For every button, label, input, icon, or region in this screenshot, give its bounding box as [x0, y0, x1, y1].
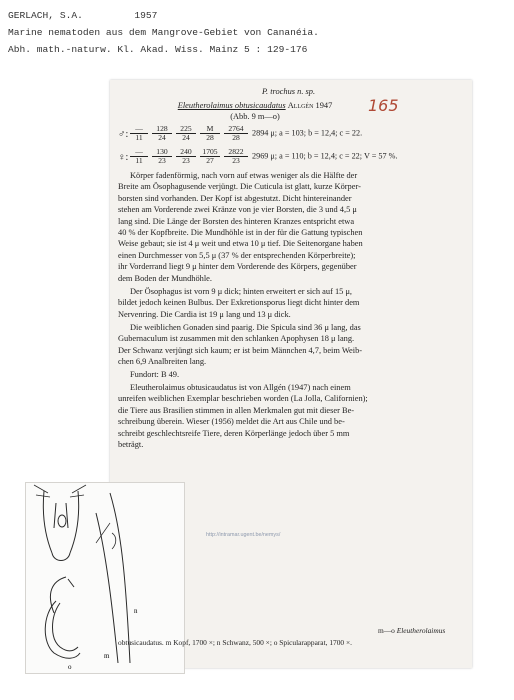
para1-line: lang sind. Die Länge der Borsten des hinteren Kranzes entspricht etwa: [118, 216, 355, 226]
para1-line: ihr Vorderrand liegt 9 μ hinter dem Vorderende des Körpers, gegenüber: [118, 262, 357, 272]
caption-genus: Eleutherolaimus: [396, 626, 446, 635]
para1-line: borsten sind vorhanden. Der Kopf ist abgestutzt. Dicht hintereinander: [118, 193, 352, 203]
caption-line-1: [378, 625, 445, 636]
figure-label-o: o: [68, 663, 72, 671]
para3-line: Der Schwanz verjüngt sich kaum; er ist beim Männchen 4,7, beim Weib-: [118, 345, 363, 355]
caption-line-2: obtusicaudatus. m Kopf, 1700 ×; n Schwanz, 500 ×; o Spicularapparat, 1700 ×.: [118, 638, 352, 647]
female-symbol: ♀:: [118, 152, 129, 163]
fundort: Fundort: B 49.: [130, 370, 180, 379]
para1-line: Körper fadenförmig, nach vorn auf etwas weniger als die Hälfte der: [130, 171, 358, 180]
para2-line: bildet jedoch keinen Bulbus. Der Exkretionsporus liegt dicht hinter dem: [118, 298, 360, 308]
species-author: Allgén 1947: [287, 101, 333, 110]
para2-line: Nervenring. Die Cardia ist 19 μ lang und 13 μ dick.: [118, 309, 291, 319]
para4-line: die Tiere aus Brasilien stimmen in allen Merkmalen gut mit dieser Be-: [118, 405, 355, 415]
citation-title: Marine nematoden aus dem Mangrove-Gebiet von Cananéia.: [8, 27, 319, 38]
paragraph-body-description: [118, 170, 464, 284]
para1-line: einen Durchmesser von 5,5 μ (37 % der entsprechenden Körperbreite);: [118, 250, 356, 260]
male-frac-2: $\frac{128}{24}$: [152, 125, 172, 142]
para3-line: Die weiblichen Gonaden sind paarig. Die Spicula sind 36 μ lang, das: [130, 323, 361, 332]
para3-line: Gubernaculum ist zusammen mit den schlanken Apophysen 18 μ lang.: [118, 334, 355, 344]
figure-o-spicule: [45, 577, 80, 658]
species-heading: [150, 100, 360, 111]
para1-line: stehen am Vorderende zwei Kränze von je vier Borsten, die 3 und 4,5 μ: [118, 205, 357, 215]
para4-line: Eleutherolaimus obtusicaudatus ist von Allgén (1947) nach einem: [130, 383, 351, 392]
male-formula-rest: 2894 μ; a = 103; b = 12,4; c = 22.: [252, 128, 363, 138]
paragraph-gonads: [118, 322, 464, 368]
male-formula: [130, 125, 362, 142]
female-formula: [130, 148, 398, 165]
female-frac-5: $\frac{2822}{23}$: [224, 148, 248, 165]
citation-line-1: [8, 10, 157, 21]
paragraph-discussion: [118, 382, 464, 450]
para1-line: Weise gebaut; sie ist 4 μ weit und etwa 10 μ tief. Die Seitenorgane haben: [118, 239, 363, 249]
para2-line: Der Ösophagus ist vorn 9 μ dick; hinten erweitert er sich auf 15 μ,: [130, 287, 353, 296]
male-frac-5: $\frac{2764}{28}$: [224, 125, 248, 142]
para1-line: 40 % der Kopfbreite. Die Mundhöhle ist in der für die Gattung typischen: [118, 228, 363, 238]
citation-journal: Abh. math.-naturw. Kl. Akad. Wiss. Mainz 5 : 129-176: [8, 44, 308, 55]
male-frac-3: $\frac{225}{24}$: [176, 125, 196, 142]
female-frac-2: $\frac{130}{23}$: [152, 148, 172, 165]
male-symbol: ♂:: [118, 129, 129, 140]
para3-line: chen 6,9 Analbreiten lang.: [118, 357, 207, 367]
para1-line: dem Boden der Mundhöhle.: [118, 273, 212, 283]
para4-line: schreibung überein. Wieser (1956) meldet die Art aus Chile und be-: [118, 417, 345, 427]
figure-reference: (Abb. 9 m—o): [230, 112, 280, 121]
handwritten-number: 165: [368, 96, 399, 115]
paragraph-oesophagus: [118, 286, 464, 320]
caption-prefix: m—o: [378, 626, 397, 635]
female-frac-1: $\frac{—}{11}$: [130, 148, 148, 165]
female-formula-rest: 2969 μ; a = 110; b = 12,4; c = 22; V = 57 %.: [252, 151, 398, 161]
male-frac-4: $\frac{M}{28}$: [200, 125, 220, 142]
citation-author: GERLACH, S.A.: [8, 10, 83, 21]
page-note: P. trochus n. sp.: [262, 87, 316, 96]
female-frac-3: $\frac{240}{23}$: [176, 148, 196, 165]
para4-line: unreifen weiblichen Exemplar beschrieben worden (La Jolla, Californien);: [118, 394, 368, 404]
male-frac-1: $\frac{—}{11}$: [130, 125, 148, 142]
figure-label-n: n: [134, 607, 138, 615]
citation-year: 1957: [134, 10, 158, 21]
figure-m-head: [34, 485, 86, 561]
watermark-url: http://intramar.ugent.be/nemys/: [206, 532, 281, 538]
species-name: Eleutherolaimus obtusicaudatus: [177, 101, 286, 110]
figure-label-m: m: [104, 652, 110, 660]
para1-line: Breite am Ösophagusende verjüngt. Die Cuticula ist glatt, kurze Körper-: [118, 182, 361, 192]
para4-line: schreibt geschlechtsreife Tiere, deren Körperlänge jedoch über 5 mm: [118, 428, 350, 438]
female-frac-4: $\frac{1705}{27}$: [200, 148, 220, 165]
para4-line: beträgt.: [118, 440, 144, 450]
